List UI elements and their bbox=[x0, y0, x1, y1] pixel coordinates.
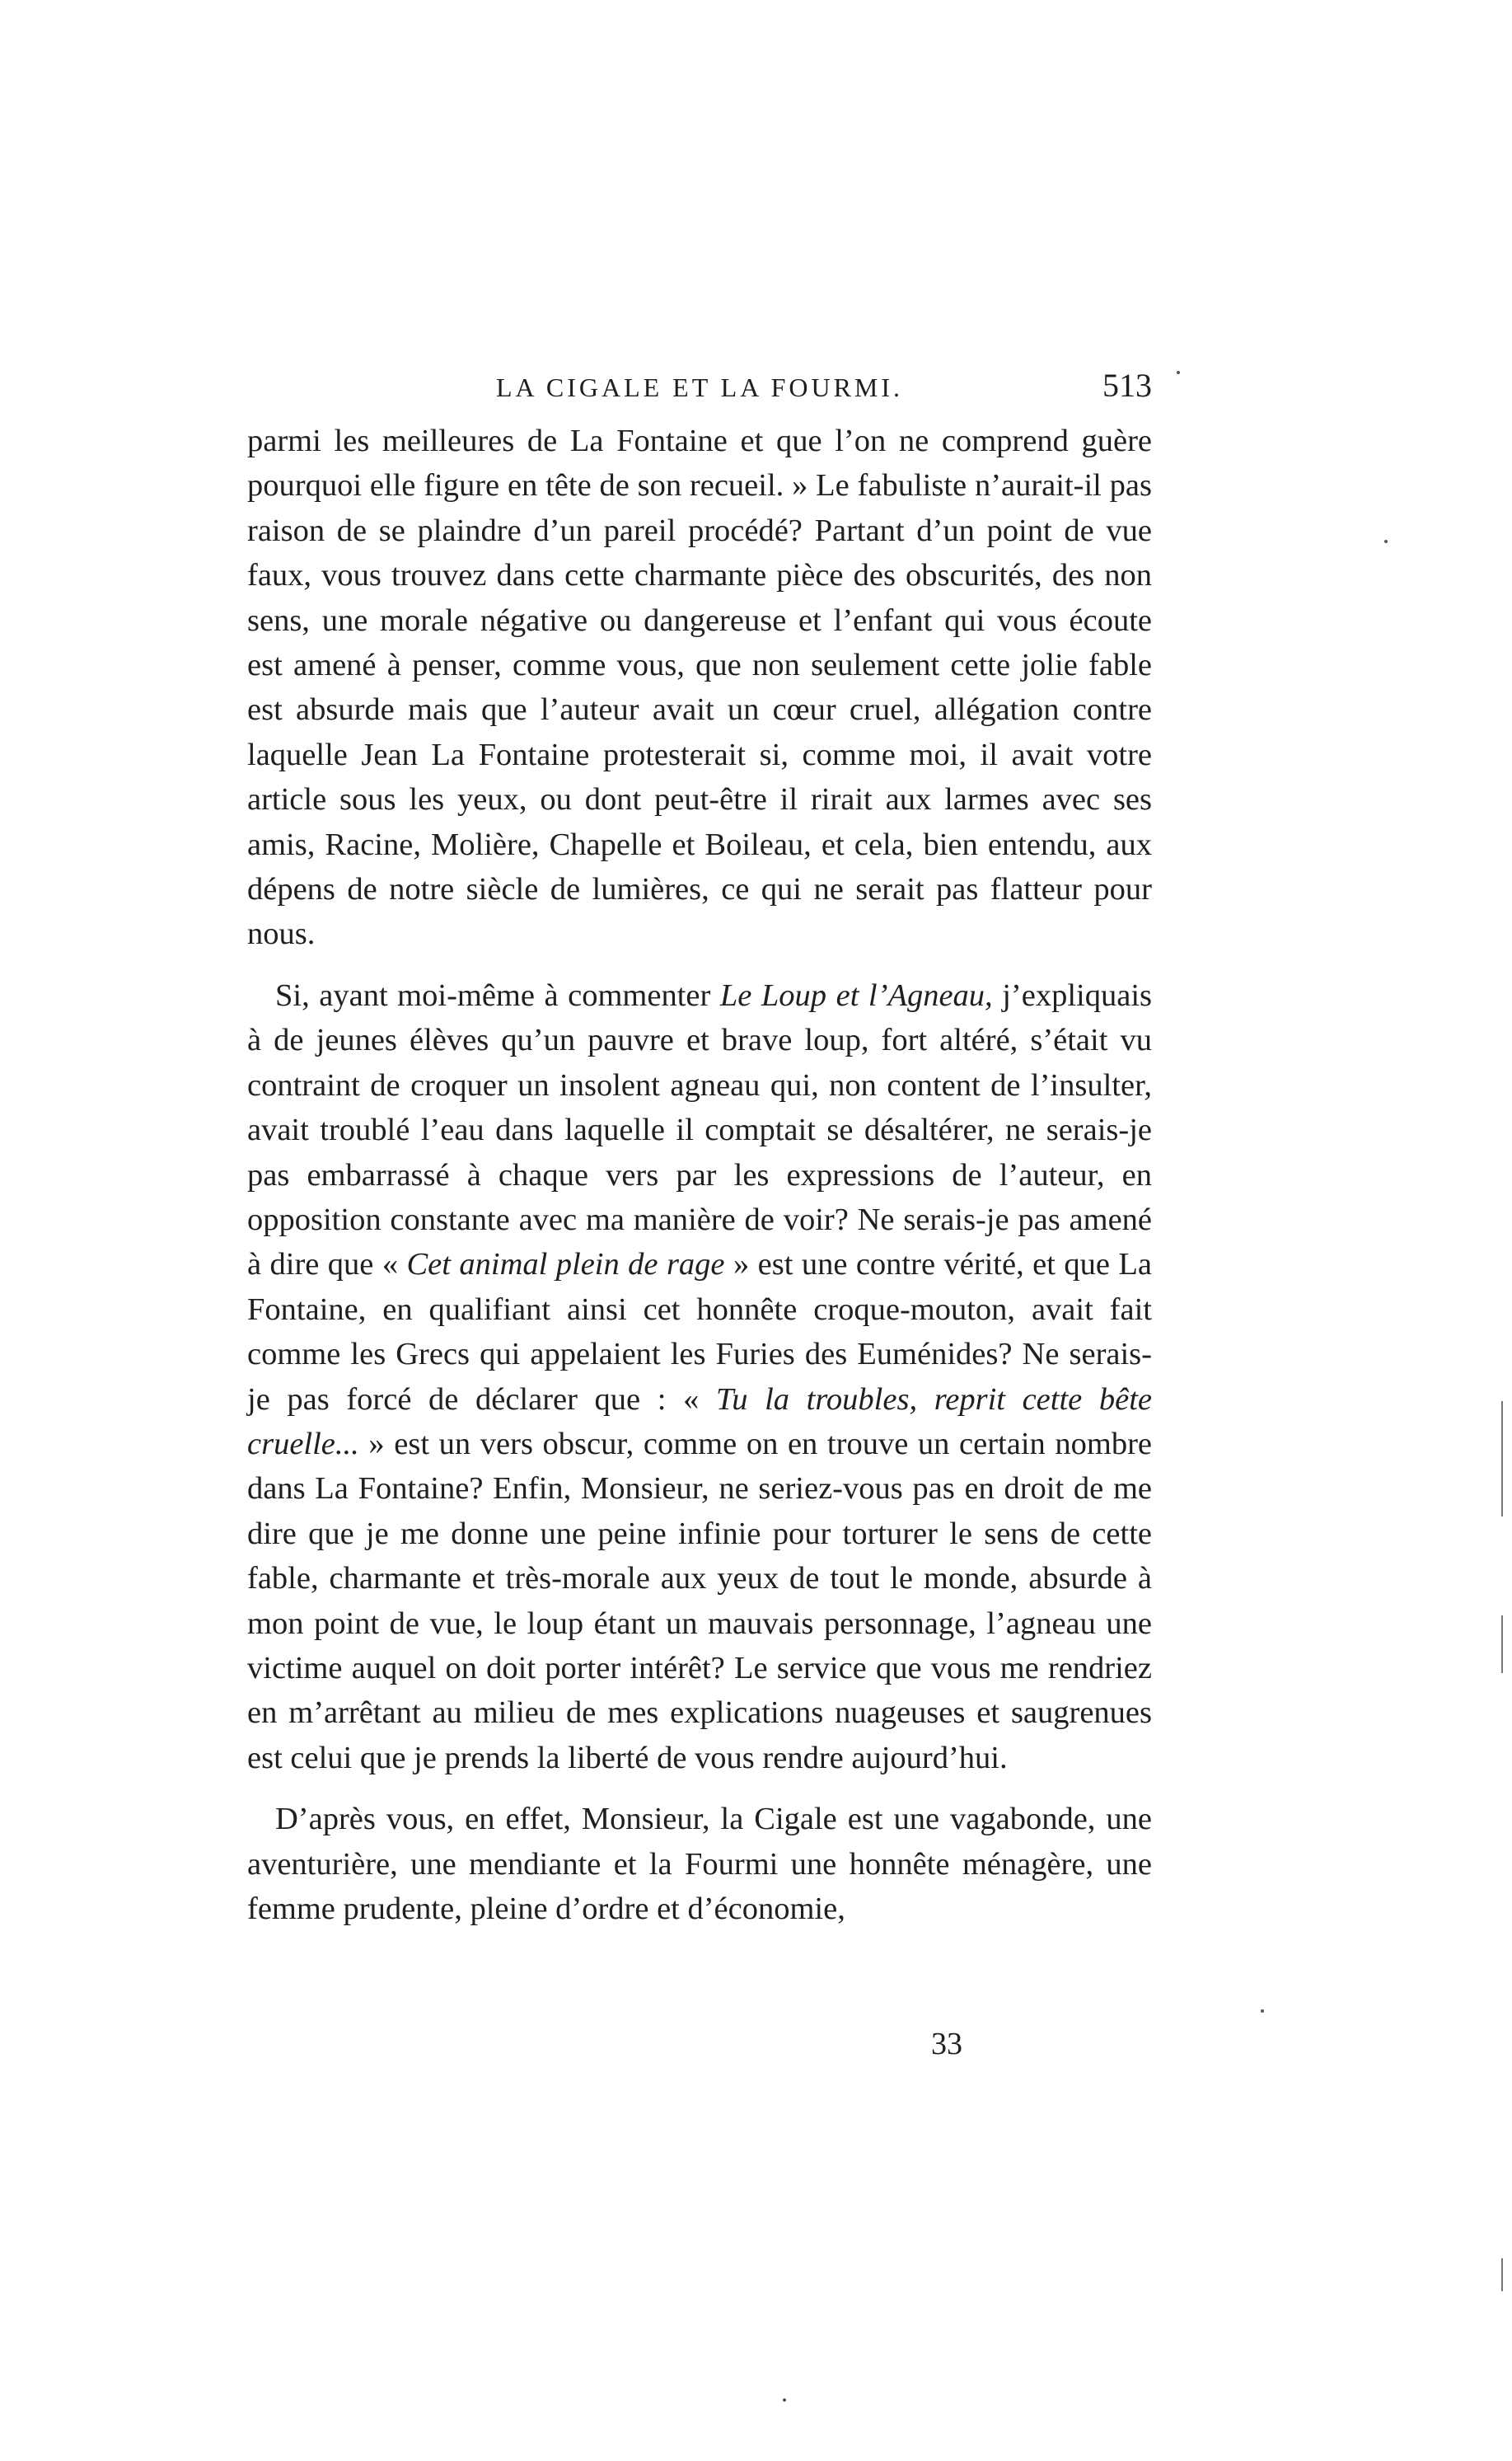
page-number: 513 bbox=[1102, 367, 1152, 404]
body-text bbox=[247, 419, 1152, 1931]
paragraph-text: » est une contre vérité, et que La Fontaine, en qualifiant ainsi cet honnête croque-mouton, avait fait comme les Grecs qui appelaient les Furies des Euménides? Ne serais-je pas forcé de déclarer que : « bbox=[247, 1247, 1152, 1417]
paragraph-text: » est un vers obscur, comme on en trouve un certain nombre dans La Fontaine? Enfin, Monsieur, ne seriez-vous pas en droit de me dire que je me donne une peine infinie pour torturer le sens de cette fable, charmante et très-morale aux yeux de tout le monde, absurde à mon point de vue, le loup étant un mauvais personnage, l’agneau une victime auquel on doit porter intérêt? Le service que vous me rendriez en m’arrêtant au milieu de mes explications nuageuses et saugrenues est celui que je prends la liberté de vous rendre aujourd’hui. bbox=[247, 1426, 1152, 1775]
paragraph-text: D’après vous, en effet, Monsieur, la Cigale est une vagabonde, une aventurière, une mendiante et la Fourmi une honnête ménagère, une femme prudente, pleine d’ordre et d’économie, bbox=[247, 1802, 1152, 1926]
fable-title-italic: Le Loup et l’Agneau, bbox=[719, 977, 993, 1013]
paragraph-text: Si, ayant moi-même à commenter bbox=[275, 977, 720, 1013]
scan-speck bbox=[783, 2398, 786, 2402]
scan-edge-mark bbox=[1501, 2258, 1503, 2291]
scan-speck bbox=[1177, 371, 1180, 374]
paragraph-3 bbox=[247, 1797, 1152, 1931]
quotation-italic: Cet animal plein de rage bbox=[406, 1247, 725, 1282]
paragraph-2 bbox=[247, 973, 1152, 1780]
scan-edge-mark bbox=[1501, 1615, 1503, 1673]
paragraph-1 bbox=[247, 419, 1152, 957]
quotation-italic: Tu la troubles, reprit cette bête cruelle... bbox=[247, 1381, 1152, 1461]
scan-speck bbox=[1384, 540, 1388, 543]
running-title: LA CIGALE ET LA FOURMI. bbox=[495, 373, 904, 402]
scan-edge-mark bbox=[1501, 1401, 1503, 1516]
paragraph-text: j’expliquais à de jeunes élèves qu’un pauvre et brave loup, fort altéré, s’était vu contraint de croquer un insolent agneau qui, non content de l’insulter, avait troublé l’eau dans laquelle il comptait se désaltérer, ne serais-je pas embarrassé à chaque vers par les expressions de l’auteur, en opposition constante avec ma manière de voir? Ne serais-je pas amené à dire que « bbox=[247, 977, 1152, 1282]
paragraph-text: parmi les meilleures de La Fontaine et que l’on ne comprend guère pourquoi elle figure en tête de son recueil. » Le fabuliste n’aurait-il pas raison de se plaindre d’un pareil procédé? Partant d’un point de vue faux, vous trouvez dans cette charmante pièce des obscurités, des non sens, une morale négative ou dangereuse et l’enfant qui vous écoute est amené à penser, comme vous, que non seulement cette jolie fable est absurde mais que l’auteur avait un cœur cruel, allégation contre laquelle Jean La Fontaine protesterait si, comme moi, il avait votre article sous les yeux, ou dont peut-être il rirait aux larmes avec ses amis, Racine, Molière, Chapelle et Boileau, et cela, bien entendu, aux dépens de notre siècle de lumières, ce qui ne serait pas flatteur pour nous. bbox=[247, 424, 1152, 952]
signature-mark: 33 bbox=[931, 2027, 962, 2061]
running-head bbox=[247, 361, 1152, 410]
scan-speck bbox=[1261, 2009, 1264, 2013]
